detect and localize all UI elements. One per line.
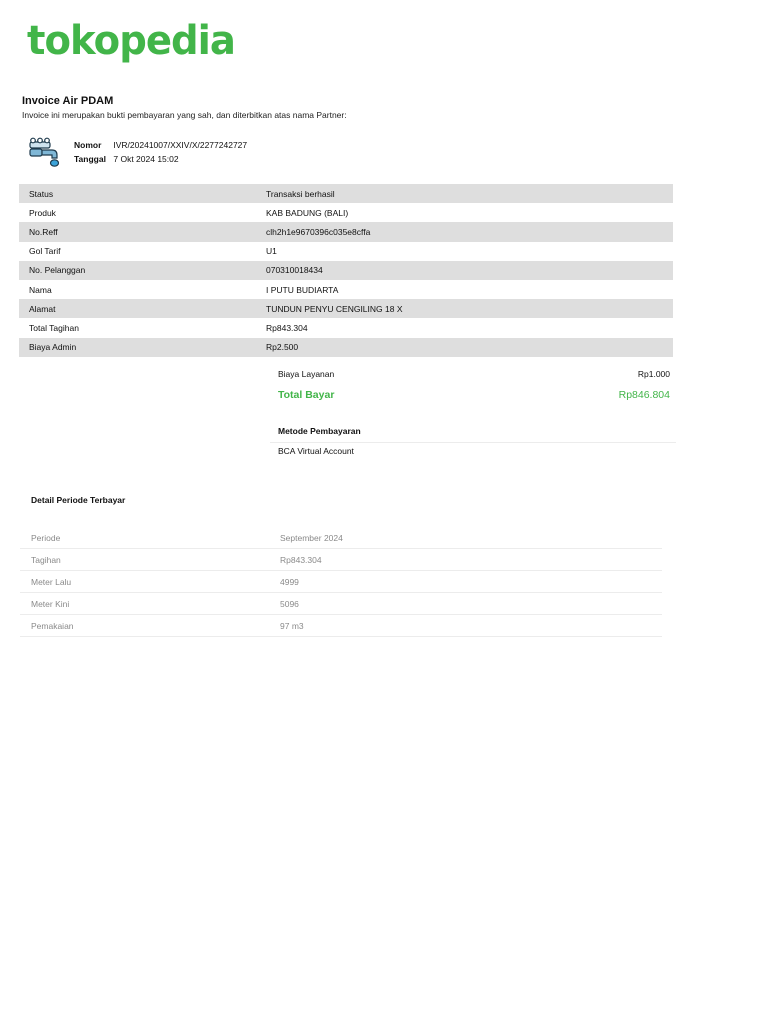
water-faucet-icon (27, 137, 63, 169)
period-label: Pemakaian (31, 620, 74, 631)
detail-row-nama (19, 280, 673, 299)
period-row (20, 615, 662, 637)
detail-value: Rp2.500 (266, 342, 299, 353)
detail-value: Rp843.304 (266, 322, 308, 333)
detail-value: Transaksi berhasil (266, 188, 335, 199)
period-value: September 2024 (280, 532, 343, 543)
detail-row-produk (19, 203, 673, 222)
payment-method-value: BCA Virtual Account (278, 446, 354, 456)
tanggal-value: 7 Okt 2024 15:02 (113, 154, 179, 164)
detail-value: 070310018434 (266, 265, 323, 276)
detail-value: U1 (266, 246, 277, 257)
tokopedia-logo (27, 16, 237, 66)
nomor-value: IVR/20241007/XXIV/X/2277242727 (113, 140, 248, 150)
period-table (20, 527, 662, 637)
detail-row-no-reff (19, 222, 673, 241)
nomor-label: Nomor (74, 140, 102, 150)
invoice-details-table (19, 184, 673, 357)
service-fee-value: Rp1.000 (637, 369, 670, 379)
service-fee-label: Biaya Layanan (278, 369, 335, 379)
period-row (20, 527, 662, 549)
period-row (20, 593, 662, 615)
invoice-date (74, 154, 179, 164)
period-label: Meter Lalu (31, 576, 72, 587)
detail-value: clh2h1e9670396c035e8cffa (266, 226, 371, 237)
service-fee-row (278, 369, 670, 379)
period-value: 97 m3 (280, 620, 304, 631)
period-row (20, 571, 662, 593)
detail-label: Total Tagihan (29, 322, 79, 333)
detail-row-status (19, 184, 673, 203)
detail-value: KAB BADUNG (BALI) (266, 207, 349, 218)
period-value: 4999 (280, 576, 299, 587)
payment-method-heading: Metode Pembayaran (278, 426, 361, 436)
detail-row-alamat (19, 299, 673, 318)
period-heading: Detail Periode Terbayar (31, 495, 126, 505)
detail-label: No. Pelanggan (29, 265, 86, 276)
detail-label: Alamat (29, 303, 56, 314)
period-row (20, 549, 662, 571)
detail-row-no-pelanggan (19, 261, 673, 280)
total-row (278, 389, 670, 401)
detail-label: Status (29, 188, 54, 199)
detail-row-biaya-admin (19, 338, 673, 357)
detail-label: Produk (29, 207, 56, 218)
detail-label: Biaya Admin (29, 342, 77, 353)
detail-label: Gol Tarif (29, 246, 61, 257)
detail-row-gol-tarif (19, 242, 673, 261)
tanggal-label: Tanggal (74, 154, 106, 164)
invoice-number (74, 140, 247, 150)
period-label: Tagihan (31, 554, 61, 565)
total-value: Rp846.804 (618, 389, 670, 401)
svg-text:tokopedia: tokopedia (27, 18, 235, 64)
divider (270, 442, 676, 443)
period-label: Meter Kini (31, 598, 70, 609)
detail-label: No.Reff (29, 226, 58, 237)
invoice-title: Invoice Air PDAM (22, 95, 114, 107)
period-value: Rp843.304 (280, 554, 322, 565)
detail-row-total-tagihan (19, 318, 673, 337)
detail-label: Nama (29, 284, 52, 295)
detail-value: TUNDUN PENYU CENGILING 18 X (266, 303, 403, 314)
total-label: Total Bayar (278, 389, 335, 401)
invoice-subtitle: Invoice ini merupakan bukti pembayaran yang sah, dan diterbitkan atas nama Partner: (22, 110, 347, 120)
period-value: 5096 (280, 598, 299, 609)
period-label: Periode (31, 532, 61, 543)
detail-value: I PUTU BUDIARTA (266, 284, 339, 295)
